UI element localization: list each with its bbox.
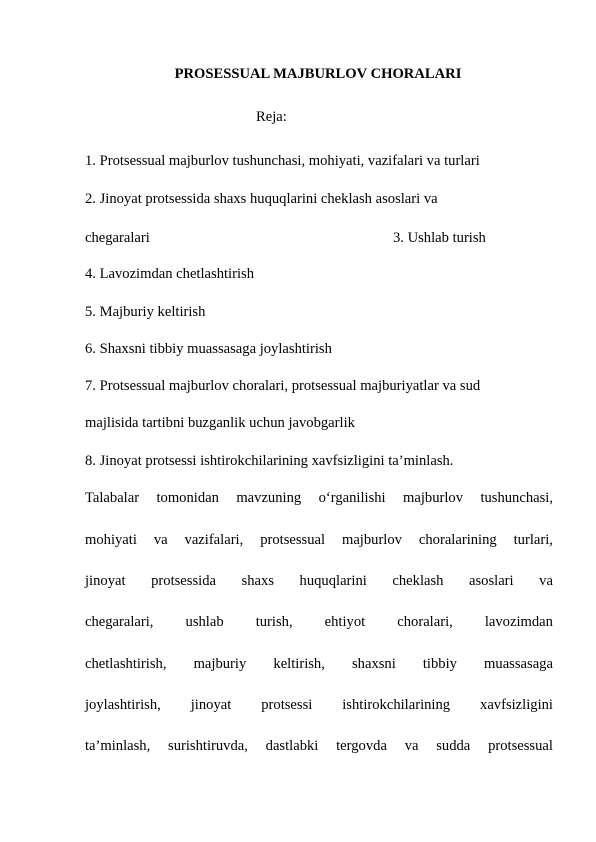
paragraph-line <box>85 655 553 673</box>
paragraph-word: tergovda <box>336 738 387 754</box>
paragraph-line <box>85 531 553 549</box>
paragraph-word: xavfsizligini <box>480 697 553 713</box>
paragraph-word: Talabalar <box>85 490 140 506</box>
plan-item-7: 7. Protsessual majburlov choralari, protsessual majburiyatlar va sud <box>85 378 481 394</box>
paragraph-word: choralarining <box>418 532 497 548</box>
plan-item-6: 6. Shaxsni tibbiy muassasaga joylashtirish <box>85 341 332 357</box>
paragraph-word: surishtiruvda, <box>168 738 248 754</box>
paragraph-word: tushunchasi, <box>480 490 553 506</box>
paragraph-word: tomonidan <box>156 490 219 506</box>
plan-item-2: 2. Jinoyat protsessida shaxs huquqlarini cheklash asoslari va <box>85 191 438 207</box>
paragraph-word: o‘rganilishi <box>318 490 386 506</box>
paragraph-word: va <box>153 532 168 548</box>
paragraph-word: ishtirokchilarining <box>342 697 451 713</box>
plan-item-1: 1. Protsessual majburlov tushunchasi, mohiyati, vazifalari va turlari <box>85 153 480 169</box>
paragraph-word: chetlashtirish, <box>85 656 167 672</box>
paragraph-word: vazifalari, <box>184 532 244 548</box>
paragraph-word: mavzuning <box>236 490 302 506</box>
paragraph-word: cheklash <box>392 573 444 589</box>
paragraph-line <box>85 613 553 631</box>
paragraph-word: turish, <box>255 614 293 630</box>
paragraph-word: jinoyat <box>190 697 232 713</box>
paragraph-word: shaxs <box>241 573 274 589</box>
plan-item-4: 4. Lavozimdan chetlashtirish <box>85 266 254 282</box>
paragraph-word: jinoyat <box>85 573 126 589</box>
paragraph-line <box>85 572 553 590</box>
plan-item-5: 5. Majburiy keltirish <box>85 304 206 320</box>
paragraph-word: chegaralari, <box>85 614 154 630</box>
paragraph-word: dastlabki <box>265 738 319 754</box>
paragraph-word: protsessida <box>151 573 216 589</box>
paragraph-word: joylashtirish, <box>85 697 161 713</box>
paragraph-word: ushlab <box>185 614 224 630</box>
paragraph-word: asoslari <box>469 573 514 589</box>
plan-item-7-continued: majlisida tartibni buzganlik uchun javobgarlik <box>85 415 355 431</box>
paragraph-word: lavozimdan <box>484 614 553 630</box>
paragraph-word: protsessual <box>488 738 553 754</box>
plan-item-8: 8. Jinoyat protsessi ishtirokchilarining xavfsizligini ta’minlash. <box>85 453 454 469</box>
paragraph-word: mohiyati <box>85 532 137 548</box>
paragraph-word: choralari, <box>397 614 453 630</box>
paragraph-word: turlari, <box>513 532 553 548</box>
paragraph-line <box>85 737 553 755</box>
paragraph-word: majburlov <box>403 490 464 506</box>
paragraph-word: shaxsni <box>351 656 396 672</box>
paragraph-word: sudda <box>436 738 471 754</box>
paragraph-line <box>85 489 553 507</box>
paragraph-word: va <box>539 573 553 589</box>
paragraph-word: protsessi <box>261 697 313 713</box>
paragraph-word: va <box>404 738 419 754</box>
plan-heading: Reja: <box>256 109 287 125</box>
paragraph-word: keltirish, <box>273 656 325 672</box>
plan-item-2-continued: chegaralari <box>85 230 150 246</box>
paragraph-word: majburlov <box>341 532 402 548</box>
paragraph-line <box>85 696 553 714</box>
paragraph-word: protsessual <box>260 532 326 548</box>
paragraph-word: ta’minlash, <box>85 738 151 754</box>
paragraph-word: muassasaga <box>484 656 553 672</box>
plan-item-3: 3. Ushlab turish <box>393 230 486 246</box>
paragraph-word: tibbiy <box>422 656 457 672</box>
paragraph-word: huquqlarini <box>299 573 367 589</box>
document-title: PROSESSUAL MAJBURLOV CHORALARI <box>174 66 462 82</box>
paragraph-word: ehtiyot <box>324 614 366 630</box>
paragraph-word: majburiy <box>193 656 247 672</box>
